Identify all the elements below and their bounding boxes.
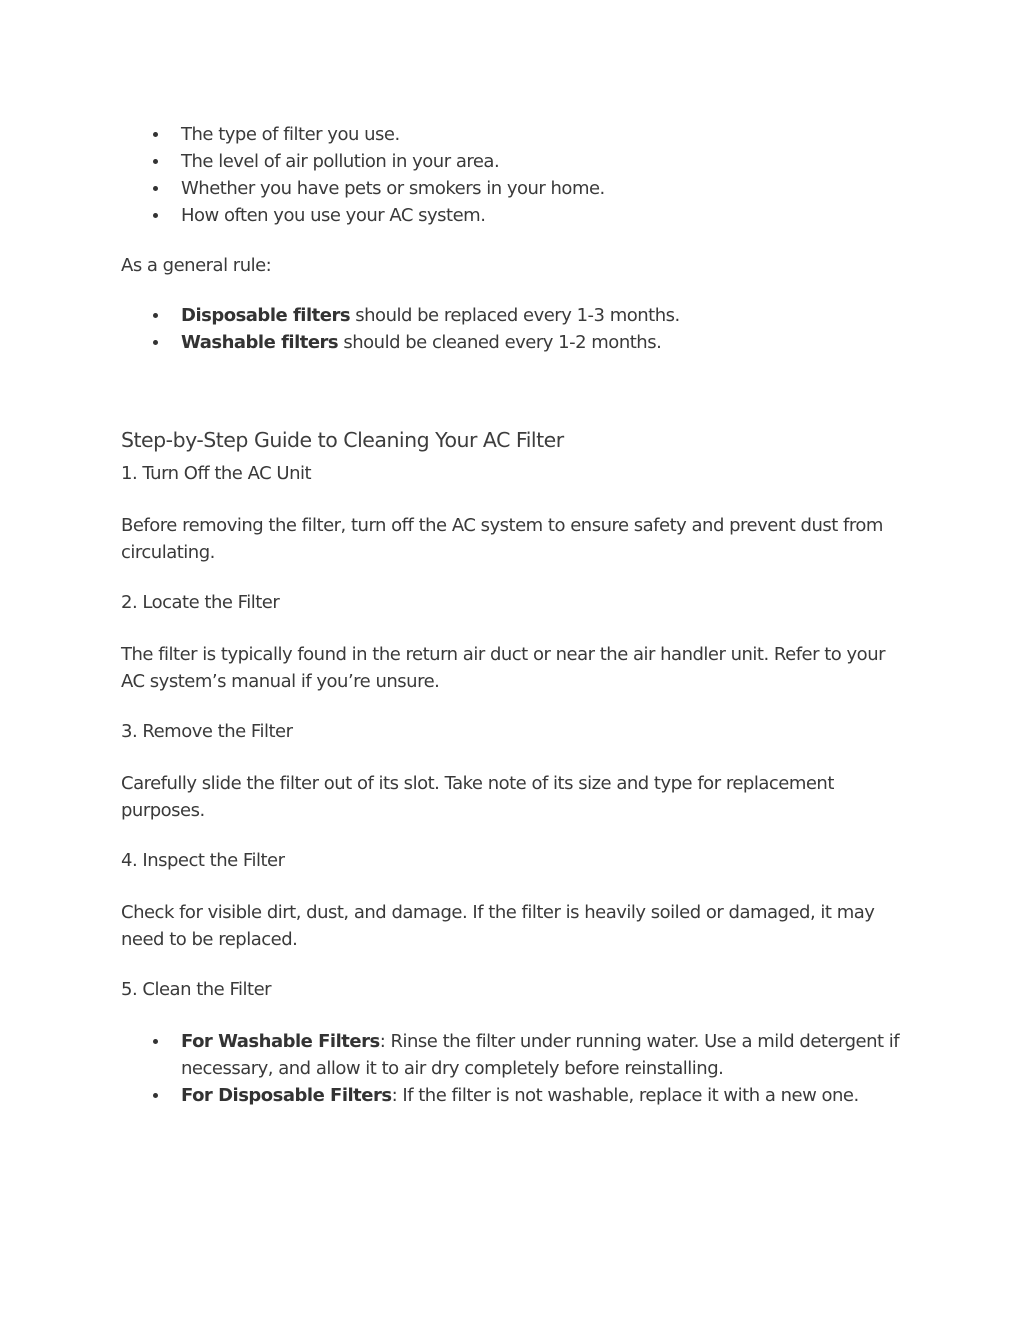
- list-item-bold: Disposable filters: [181, 305, 351, 326]
- list-item: How often you use your AC system.: [121, 202, 911, 229]
- list-item: [121, 1082, 911, 1109]
- list-item: Whether you have pets or smokers in your home.: [121, 175, 911, 202]
- general-rule-intro: As a general rule:: [121, 255, 272, 276]
- step-body: The filter is typically found in the return air duct or near the air handler unit. Refer to your AC system’s manual if you’re unsure.: [121, 644, 886, 692]
- list-item-text: : Rinse the filter under running water. Use a mild detergent if necessary, and allow it to air dry completely before reinstalling.: [181, 1031, 900, 1079]
- list-item: The type of filter you use.: [121, 121, 911, 148]
- list-item-bold: Washable filters: [181, 332, 339, 353]
- list-item-bold: For Disposable Filters: [181, 1085, 392, 1106]
- step-body: Before removing the filter, turn off the AC system to ensure safety and prevent dust from circulating.: [121, 515, 883, 563]
- filter-factors-list: [121, 121, 911, 229]
- step-title: 4. Inspect the Filter: [121, 850, 285, 871]
- cleaning-method-list: [121, 1028, 911, 1109]
- guide-heading: Step-by-Step Guide to Cleaning Your AC Filter: [121, 428, 564, 452]
- step-title: 5. Clean the Filter: [121, 979, 272, 1000]
- step-title: 2. Locate the Filter: [121, 592, 280, 613]
- list-item-text: should be cleaned every 1-2 months.: [338, 332, 662, 353]
- list-item-text: should be replaced every 1-3 months.: [350, 305, 680, 326]
- step-body: Carefully slide the filter out of its slot. Take note of its size and type for replacement purposes.: [121, 773, 834, 821]
- list-item: [121, 302, 911, 329]
- list-item: The level of air pollution in your area.: [121, 148, 911, 175]
- step-title: 1. Turn Off the AC Unit: [121, 463, 312, 484]
- list-item-text: : If the filter is not washable, replace it with a new one.: [391, 1085, 859, 1106]
- step-body: Check for visible dirt, dust, and damage. If the filter is heavily soiled or damaged, it may need to be replaced.: [121, 902, 875, 950]
- list-item: [121, 1028, 911, 1082]
- replacement-rule-list: [121, 302, 911, 356]
- list-item: [121, 329, 911, 356]
- step-title: 3. Remove the Filter: [121, 721, 293, 742]
- list-item-bold: For Washable Filters: [181, 1031, 380, 1052]
